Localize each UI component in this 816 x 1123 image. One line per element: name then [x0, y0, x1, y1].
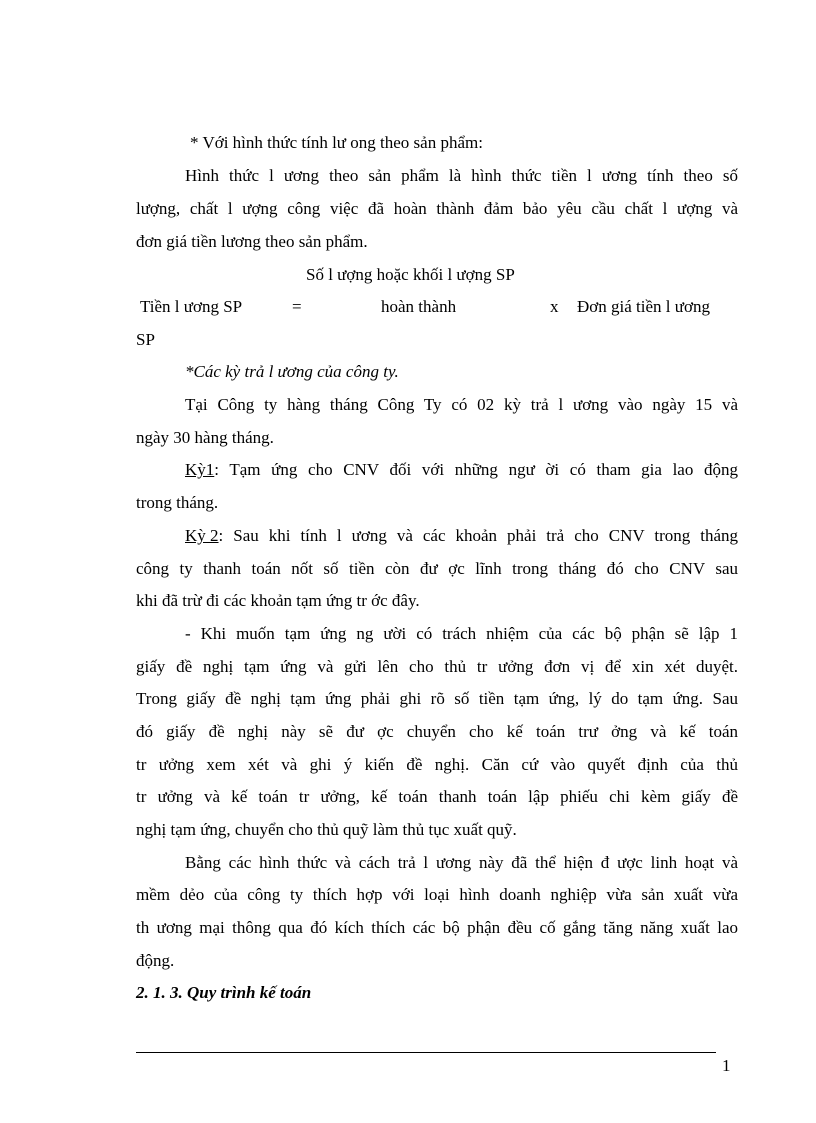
formula-times: x [550, 297, 559, 316]
para-line: Bằng các hình thức và cách trả l ương này đã thể hiện đ ược linh hoạt và [185, 853, 738, 872]
footer-rule [136, 1052, 716, 1053]
para-line: nghị tạm ứng, chuyển cho thủ quỹ làm thủ tục xuất quỹ. [136, 820, 517, 839]
para-line: giấy đề nghị tạm ứng và gửi lên cho thủ tr ưởng đơn vị để xin xét duyệt. [136, 657, 738, 676]
para-line: công ty thanh toán nốt số tiền còn đư ợc lĩnh trong tháng đó cho CNV sau [136, 559, 738, 578]
para-line: lượng, chất l ượng công việc đã hoàn thành đảm bảo yêu cầu chất l ượng và [136, 199, 738, 218]
para-line: trong tháng. [136, 493, 219, 512]
ky2-label: Kỳ 2 [185, 526, 219, 545]
para-line: đó giấy đề nghị này sẽ đư ợc chuyển cho kế toán trư ởng và kế toán [136, 722, 738, 741]
para-line: tr ưởng và kế toán tr ưởng, kế toán thanh toán lập phiếu chi kèm giấy đề [136, 787, 738, 806]
formula-numerator: Số l ượng hoặc khối l ượng SP [306, 265, 515, 284]
formula-continuation: SP [136, 330, 155, 349]
section-a-heading: * Với hình thức tính lư ong theo sản phẩm: [190, 133, 483, 152]
para-line: Tại Công ty hàng tháng Công Ty có 02 kỳ trả l ương vào ngày 15 và [185, 395, 738, 414]
para-line: th ương mại thông qua đó kích thích các bộ phận đều cố gắng tăng năng xuất lao [136, 918, 738, 937]
ky1-text: : Tạm ứng cho CNV đối với những ngư ời có tham gia lao động [214, 460, 738, 479]
para-line: mềm dẻo của công ty thích hợp với loại hình doanh nghiệp vừa sản xuất vừa [136, 885, 738, 904]
para-line: động. [136, 951, 175, 970]
formula-denominator: hoàn thành [381, 297, 457, 316]
formula-equals: = [292, 297, 302, 316]
ky2-line [185, 525, 738, 547]
para-line: tr ưởng xem xét và ghi ý kiến đề nghị. Căn cứ vào quyết định của thủ [136, 755, 738, 774]
para-line: Trong giấy đề nghị tạm ứng phải ghi rõ số tiền tạm ứng, lý do tạm ứng. Sau [136, 689, 738, 708]
para-line: ngày 30 hàng tháng. [136, 428, 274, 447]
ky1-label: Kỳ1 [185, 460, 215, 479]
section-heading: 2. 1. 3. Quy trình kế toán [136, 983, 312, 1002]
section-b-heading: *Các kỳ trả l ương của công ty. [185, 362, 399, 381]
para-line: - Khi muốn tạm ứng ng ười có trách nhiệm của các bộ phận sẽ lập 1 [185, 624, 738, 643]
formula-left: Tiền l ương SP [140, 297, 243, 316]
para-line: Hình thức l ương theo sản phẩm là hình thức tiền l ương tính theo số [185, 166, 738, 185]
page-number: 1 [722, 1056, 731, 1075]
ky2-text: : Sau khi tính l ương và các khoản phải trả cho CNV trong tháng [218, 526, 738, 545]
formula-right: Đơn giá tiền l ương [577, 297, 710, 316]
ky1-line [185, 459, 738, 481]
para-line: khi đã trừ đi các khoản tạm ứng tr ớc đây. [136, 591, 420, 610]
para-line: đơn giá tiền lương theo sản phẩm. [136, 232, 368, 251]
